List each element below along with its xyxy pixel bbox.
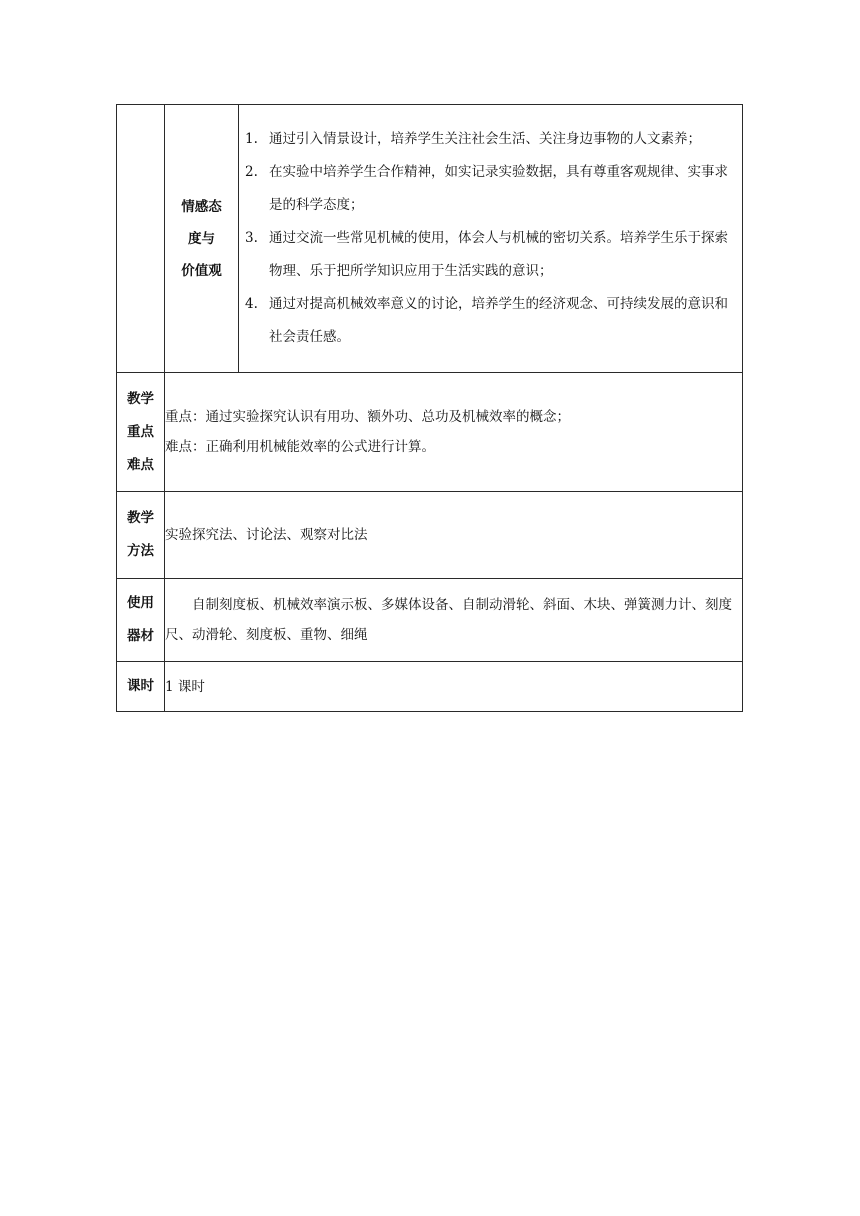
goal-item: [245, 156, 736, 222]
empty-category-cell: [117, 105, 165, 373]
key-points-row: [117, 373, 743, 492]
goal-number: 1.: [245, 131, 258, 147]
key-points-label: 教学 重点 难点: [117, 373, 165, 492]
attitude-label: 情感态 度与 价值观: [165, 105, 239, 373]
goal-item: [245, 123, 736, 156]
goal-text: 在实验中培养学生合作精神，如实记录实验数据，具有尊重客观规律、实事求是的科学态度；: [269, 164, 728, 213]
key-point-text: 重点：通过实验探究认识有用功、额外功、总功及机械效率的概念；: [165, 409, 570, 425]
goal-number: 3.: [245, 230, 258, 246]
hours-row: [117, 662, 743, 712]
goal-item: [245, 288, 736, 354]
goal-item: [245, 222, 736, 288]
attitude-row: [117, 105, 743, 373]
method-text: 实验探究法、讨论法、观察对比法: [165, 527, 368, 543]
goal-number: 4.: [245, 296, 258, 312]
difficulty-text: 难点：正确利用机械能效率的公式进行计算。: [165, 439, 435, 455]
key-points-content: [165, 373, 743, 492]
goal-text: 通过引入情景设计，培养学生关注社会生活、关注身边事物的人文素养；: [269, 131, 701, 147]
materials-content: [165, 579, 743, 662]
hours-text: 1 课时: [165, 678, 205, 695]
hours-content: [165, 662, 743, 712]
materials-row: [117, 579, 743, 662]
hours-label: 课时: [117, 662, 165, 712]
goal-text: 通过交流一些常见机械的使用，体会人与机械的密切关系。培养学生乐于探索物理、乐于把所学知识应用于生活实践的意识；: [269, 230, 728, 279]
lesson-plan-table: [116, 104, 743, 712]
attitude-goals-cell: [239, 105, 743, 373]
goal-number: 2.: [245, 164, 258, 180]
method-label: 教学 方法: [117, 492, 165, 579]
materials-label: 使用 器材: [117, 579, 165, 662]
goal-text: 通过对提高机械效率意义的讨论，培养学生的经济观念、可持续发展的意识和社会责任感。: [269, 296, 728, 345]
materials-text: 自制刻度板、机械效率演示板、多媒体设备、自制动滑轮、斜面、木块、弹簧测力计、刻度尺、动滑轮、刻度板、重物、细绳: [165, 597, 732, 643]
method-content: [165, 492, 743, 579]
method-row: [117, 492, 743, 579]
goal-list: [239, 105, 742, 372]
